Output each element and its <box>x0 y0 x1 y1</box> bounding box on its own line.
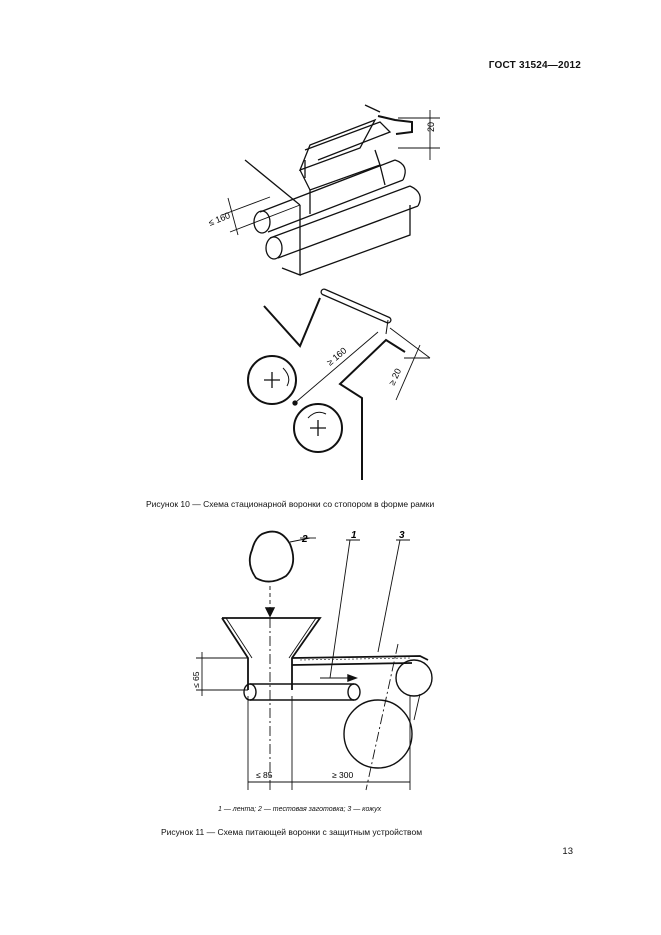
figure-10-caption: Рисунок 10 — Схема стационарной воронки со стопором в форме рамки <box>146 499 435 509</box>
dim-height: ≤ 65 <box>191 671 201 688</box>
dim-side: ≥ 20 <box>386 366 404 387</box>
belt-roller-left <box>244 684 256 700</box>
belt-roller-right <box>348 684 360 700</box>
dim-top-height: 20 <box>426 121 436 132</box>
dim-funnel-width: ≤ 85 <box>256 770 273 780</box>
figure-10-rollers-isometric <box>245 105 420 275</box>
dim-casing-length: ≥ 300 <box>332 770 354 780</box>
dough-blank <box>250 532 293 582</box>
dim-width: ≤ 160 <box>207 210 232 228</box>
figure-11-caption: Рисунок 11 — Схема питающей воронки с защитным устройством <box>161 827 423 837</box>
page-number: 13 <box>562 846 573 857</box>
funnel <box>222 618 320 690</box>
figure-11-drawing <box>0 520 661 800</box>
figure-11-legend: 1 — лента; 2 — тестовая заготовка; 3 — кожух <box>218 806 382 813</box>
label-belt: 1 <box>351 530 357 541</box>
figure-10-schematic <box>248 292 430 480</box>
label-casing: 3 <box>399 530 405 541</box>
dim-diagonal: ≥ 160 <box>324 345 349 368</box>
label-blank: 2 <box>302 534 308 545</box>
standard-header: ГОСТ 31524—2012 <box>488 60 581 71</box>
